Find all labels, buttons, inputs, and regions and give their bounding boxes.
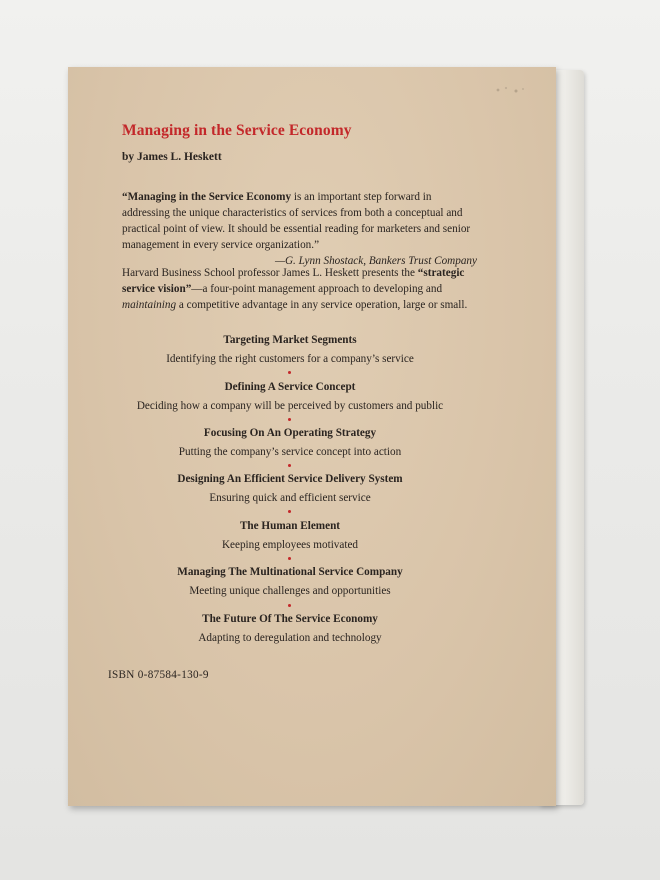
intro-text-1: Harvard Business School professor James L. Heskett presents the <box>122 267 418 279</box>
section-description: Identifying the right customers for a company’s service <box>166 353 414 365</box>
intro-text-2: —a four-point management approach to developing and <box>191 283 443 295</box>
section-heading: Managing The Multinational Service Company <box>177 566 403 578</box>
section-2 <box>95 380 485 414</box>
isbn-number: ISBN 0-87584-130-9 <box>108 669 209 681</box>
section-heading: Focusing On An Operating Strategy <box>203 427 377 439</box>
quote-text: is an important step forward in addressing the unique characteristics of services from both a conceptual and practical point of view. It should be essential reading for marketers and senior management in every service organization.” <box>122 191 471 251</box>
book-title: Managing in the Service Economy <box>122 122 352 139</box>
section-heading: Targeting Market Segments <box>223 334 357 346</box>
intro-text-3: a competitive advantage in any service operation, large or small. <box>176 299 468 311</box>
red-bullet-dot <box>288 464 291 467</box>
section-description: Deciding how a company will be perceived by customers and public <box>136 400 444 412</box>
section-1 <box>95 333 485 367</box>
red-bullet-dot <box>288 510 291 513</box>
quote-title: “Managing in the Service Economy <box>122 191 292 203</box>
intro-bold-phrase: “strategic service vision” <box>122 267 465 295</box>
section-heading: Defining A Service Concept <box>224 381 356 393</box>
cover-wear-marks <box>492 84 532 98</box>
endorsement-quote <box>122 189 477 269</box>
section-description: Keeping employees motivated <box>221 539 359 551</box>
book-author: by James L. Heskett <box>122 151 222 163</box>
red-bullet-dot <box>288 557 291 560</box>
section-description: Putting the company’s service concept into action <box>178 446 402 458</box>
intro-paragraph <box>122 265 477 313</box>
red-bullet-dot <box>288 604 291 607</box>
section-description: Adapting to deregulation and technology <box>198 632 382 644</box>
red-bullet-dot <box>288 371 291 374</box>
section-heading: Designing An Efficient Service Delivery System <box>177 473 403 485</box>
section-3 <box>95 426 485 460</box>
quote-attribution: —G. Lynn Shostack, Bankers Trust Company <box>275 255 477 267</box>
section-description: Meeting unique challenges and opportunities <box>189 585 391 597</box>
section-description: Ensuring quick and efficient service <box>209 492 371 504</box>
section-heading: The Human Element <box>239 520 341 532</box>
red-bullet-dot <box>288 418 291 421</box>
section-6 <box>95 565 485 599</box>
section-4 <box>95 472 485 506</box>
section-heading: The Future Of The Service Economy <box>202 613 378 625</box>
section-7 <box>95 612 485 646</box>
section-5 <box>95 519 485 553</box>
intro-italic-word: maintaining <box>122 299 177 311</box>
